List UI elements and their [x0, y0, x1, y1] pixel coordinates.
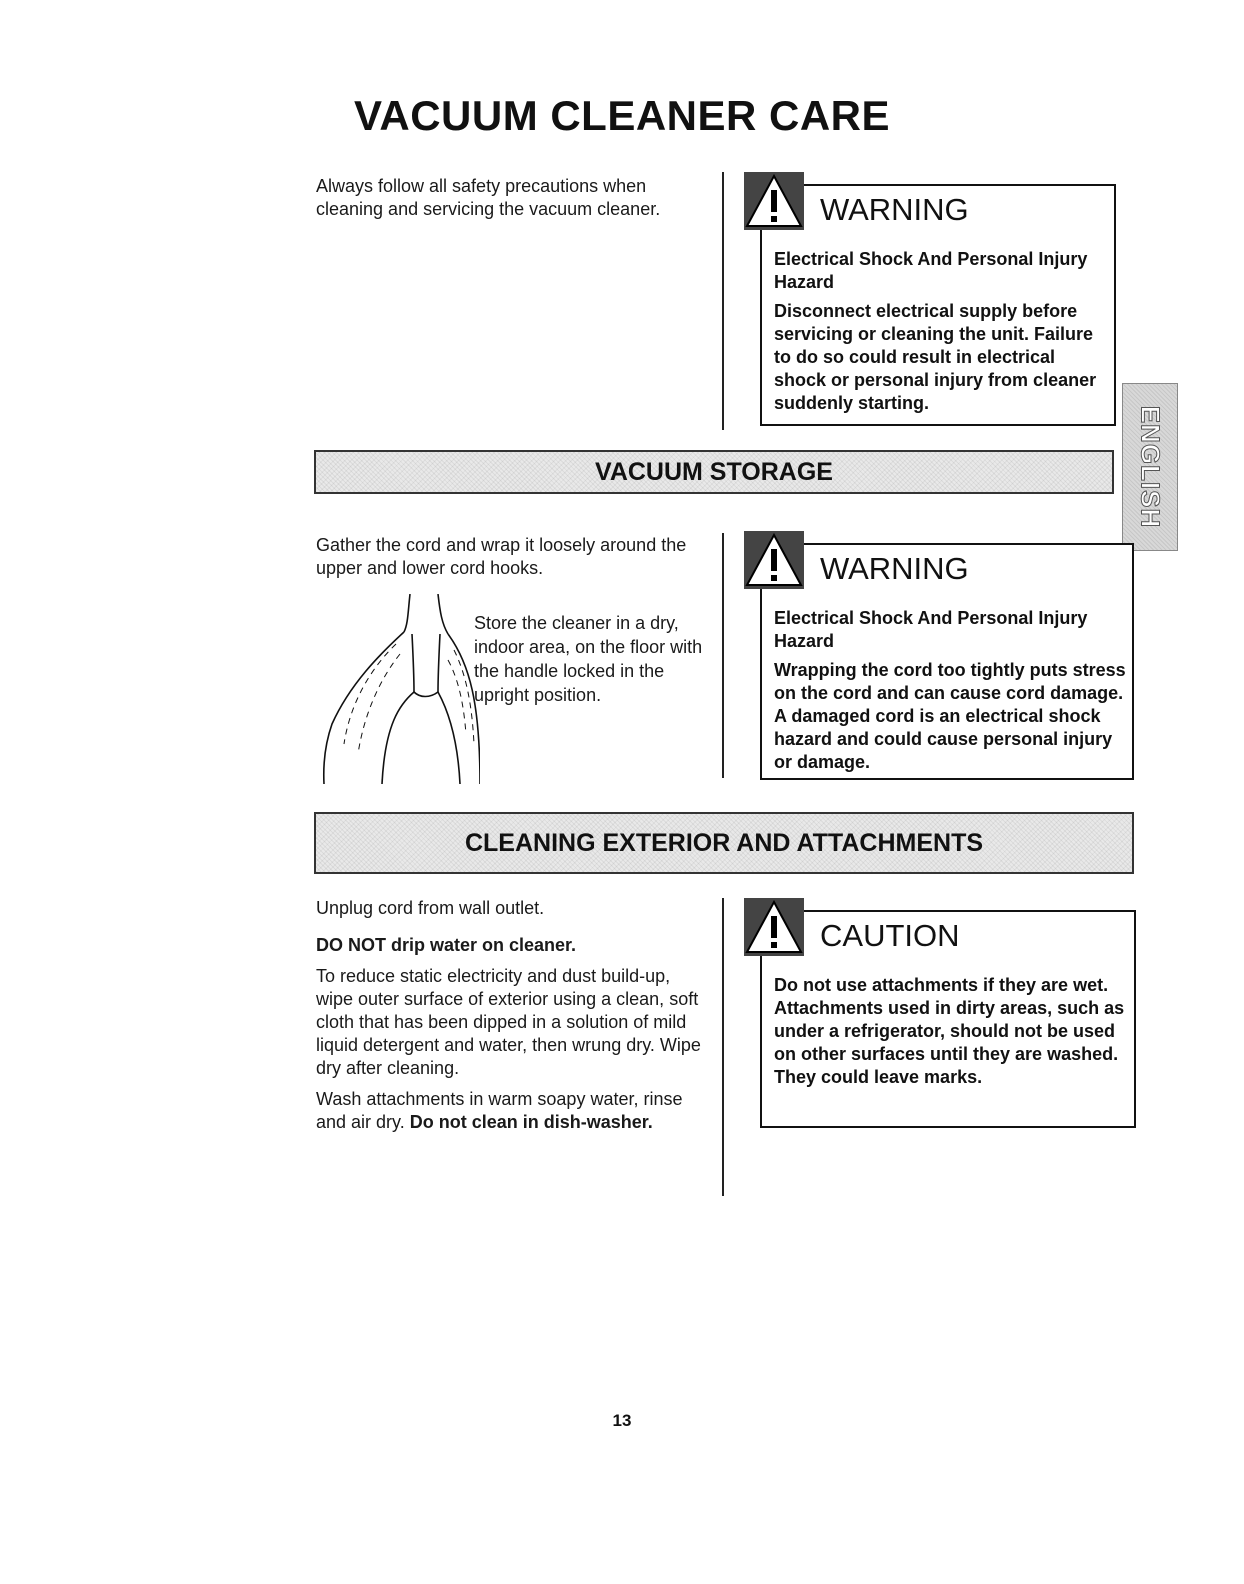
care-intro-text: Always follow all safety precautions when cleaning and servicing the vacuum cleaner. — [316, 176, 661, 219]
column-divider — [722, 533, 724, 778]
wash-text: Wash attachments in warm soapy water, rinse and air dry. — [316, 1089, 683, 1132]
cleaning-banner — [314, 812, 1134, 874]
page-title: VACUUM CLEANER CARE — [353, 92, 891, 139]
column-divider — [722, 898, 724, 1196]
caution-triangle-icon — [744, 898, 804, 956]
storage-figure-caption: Store the cleaner in a dry, indoor area, on the floor with the handle locked in the upright position. — [474, 613, 703, 705]
column-divider — [722, 172, 724, 430]
warning-subtitle: Electrical Shock And Personal Injury Hazard — [774, 608, 1088, 651]
cleaning-banner-title: CLEANING EXTERIOR AND ATTACHMENTS — [464, 829, 984, 857]
warning-text: Wrapping the cord too tightly puts stress on the cord and can cause cord damage. A damaged cord is an electrical shock hazard and could cause personal injury or damage. — [774, 660, 1126, 772]
caution-heading: CAUTION — [820, 918, 960, 953]
warning-triangle-icon — [744, 172, 804, 230]
caution-box — [760, 910, 1136, 1128]
language-tab[interactable] — [1122, 383, 1178, 551]
caution-text: Do not use attachments if they are wet. Attachments used in dirty areas, such as under a refrigerator, should not be used on other surfaces until they are washed. They could leave marks. — [774, 975, 1125, 1087]
warning-box-care — [760, 184, 1116, 426]
unplug-text: Unplug cord from wall outlet. — [316, 898, 545, 918]
warning-triangle-icon — [744, 531, 804, 589]
static-cleaning-text: To reduce static electricity and dust build-up, wipe outer surface of exterior using a clean, soft cloth that has been dipped in a solution of mild liquid detergent and water, then wrung dry. Wipe dry after cleaning. — [316, 966, 701, 1078]
warning-heading: WARNING — [820, 192, 969, 227]
storage-banner-title: VACUUM STORAGE — [595, 458, 833, 486]
storage-text: Gather the cord and wrap it loosely around the upper and lower cord hooks. — [316, 535, 687, 578]
page-number: 13 — [612, 1411, 632, 1430]
warning-subtitle: Electrical Shock And Personal Injury Hazard — [774, 249, 1088, 292]
wash-instructions — [316, 1088, 711, 1134]
vacuum-cord-illustration — [320, 594, 480, 784]
warning-text: Disconnect electrical supply before servicing or cleaning the unit. Failure to do so could result in electrical shock or personal injury from cleaner suddenly starting. — [774, 301, 1097, 413]
storage-banner — [314, 450, 1114, 494]
no-drip-warning: DO NOT drip water on cleaner. — [316, 935, 577, 955]
warning-box-storage — [760, 543, 1134, 780]
no-dishwasher-text: Do not clean in dish-washer. — [409, 1112, 653, 1132]
language-tab-label: ENGLISH — [1135, 405, 1166, 529]
warning-heading: WARNING — [820, 551, 969, 586]
